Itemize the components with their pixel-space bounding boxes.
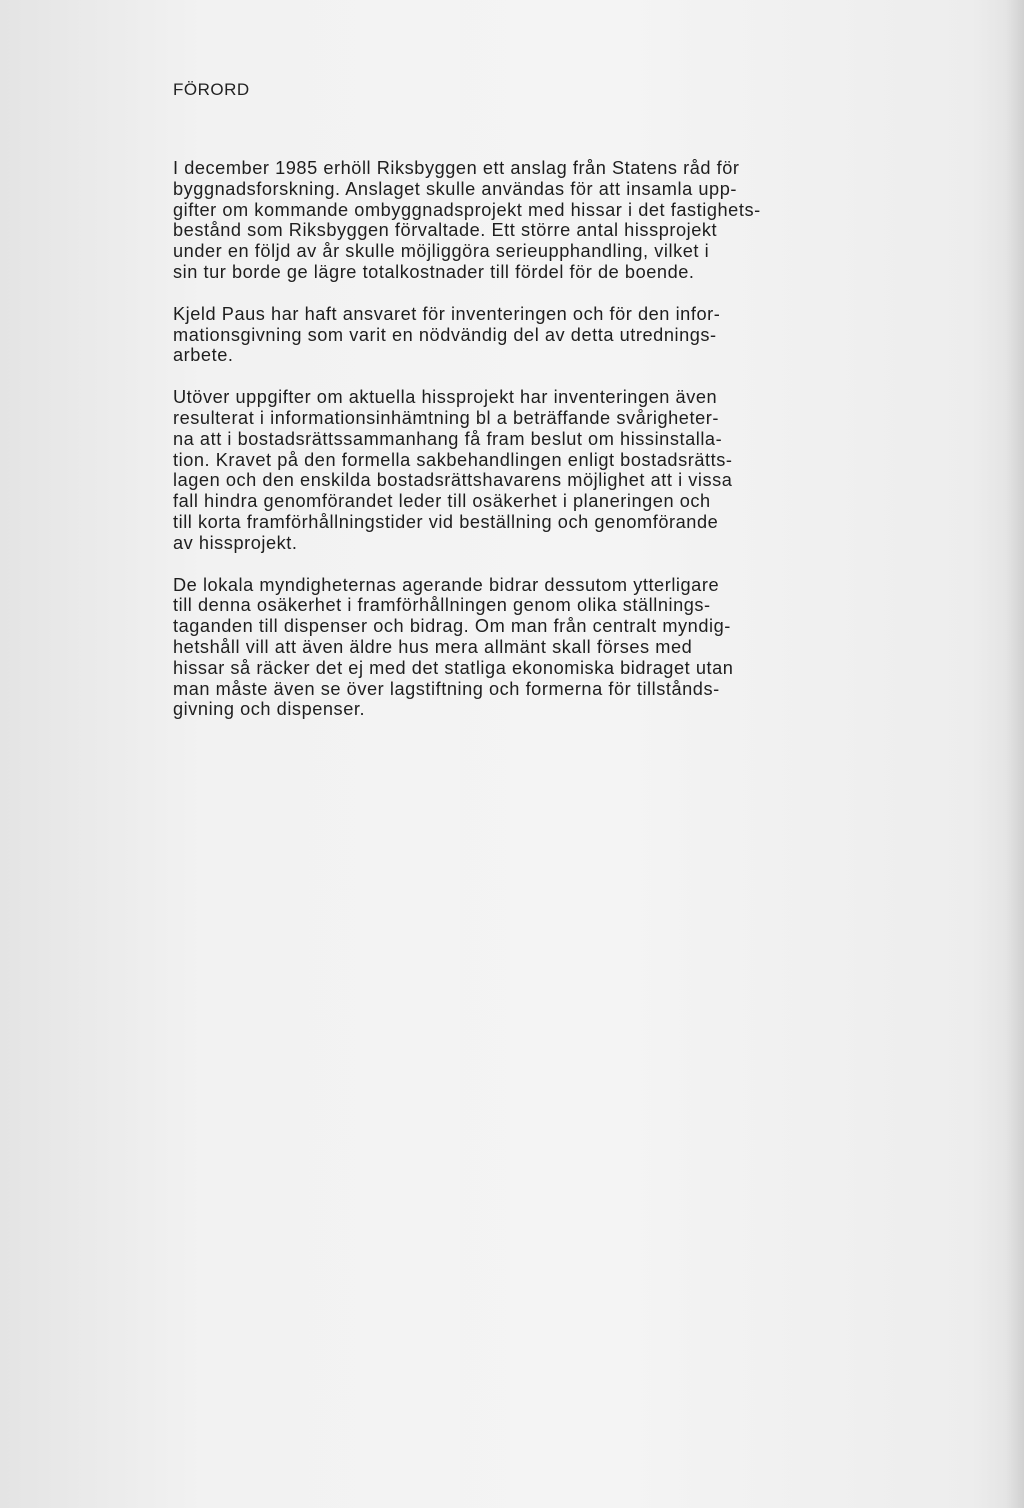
text-line: under en följd av år skulle möjliggöra serieupphandling, vilket i xyxy=(173,241,710,262)
text-line: I december 1985 erhöll Riksbyggen ett anslag från Statens råd för xyxy=(173,158,740,178)
text-line: gifter om kommande ombyggnadsprojekt med hissar i det fastighets- xyxy=(173,199,761,220)
text-line: De lokala myndigheternas agerande bidrar dessutom ytterligare xyxy=(173,574,720,595)
text-line: givning och dispenser. xyxy=(173,699,366,720)
text-line: till denna osäkerhet i framförhållningen genom olika ställnings- xyxy=(173,595,711,616)
text-line: lagen och den enskilda bostadsrättshavarens möjlighet att i vissa xyxy=(173,470,733,491)
text-line: av hissprojekt. xyxy=(173,532,298,553)
text-line: hetshåll vill att även äldre hus mera allmänt skall förses med xyxy=(173,636,693,657)
paragraph-3 xyxy=(173,387,873,553)
text-line: till korta framförhållningstider vid beställning och genomförande xyxy=(173,511,719,532)
paragraph-1 xyxy=(173,158,873,283)
paragraph-4 xyxy=(173,575,873,721)
text-line: na att i bostadsrättssammanhang få fram beslut om hissinstalla- xyxy=(173,428,723,449)
paragraph-2 xyxy=(173,304,873,366)
text-line: tion. Kravet på den formella sakbehandlingen enligt bostadsrätts- xyxy=(173,449,733,470)
text-line: bestånd som Riksbyggen förvaltade. Ett större antal hissprojekt xyxy=(173,220,718,241)
page-heading: FÖRORD xyxy=(173,80,250,99)
text-line: fall hindra genomförandet leder till osäkerhet i planeringen och xyxy=(173,491,711,512)
text-line: Utöver uppgifter om aktuella hissprojekt har inventeringen även xyxy=(173,387,718,408)
text-line: Kjeld Paus har haft ansvaret för inventeringen och för den infor- xyxy=(173,303,721,324)
scan-shadow xyxy=(1006,0,1024,1508)
text-line: hissar så räcker det ej med det statliga ekonomiska bidraget utan xyxy=(173,657,734,678)
text-line: mationsgivning som varit en nödvändig del av detta utrednings- xyxy=(173,324,717,345)
text-line: man måste även se över lagstiftning och formerna för tillstånds- xyxy=(173,678,720,699)
text-line: resulterat i informationsinhämtning bl a beträffande svårigheter- xyxy=(173,407,719,428)
text-line: arbete. xyxy=(173,345,234,366)
text-line: taganden till dispenser och bidrag. Om man från centralt myndig- xyxy=(173,616,731,637)
text-line: sin tur borde ge lägre totalkostnader till fördel för de boende. xyxy=(173,261,695,282)
text-line: byggnadsforskning. Anslaget skulle användas för att insamla upp- xyxy=(173,178,737,199)
body-text xyxy=(173,158,873,741)
